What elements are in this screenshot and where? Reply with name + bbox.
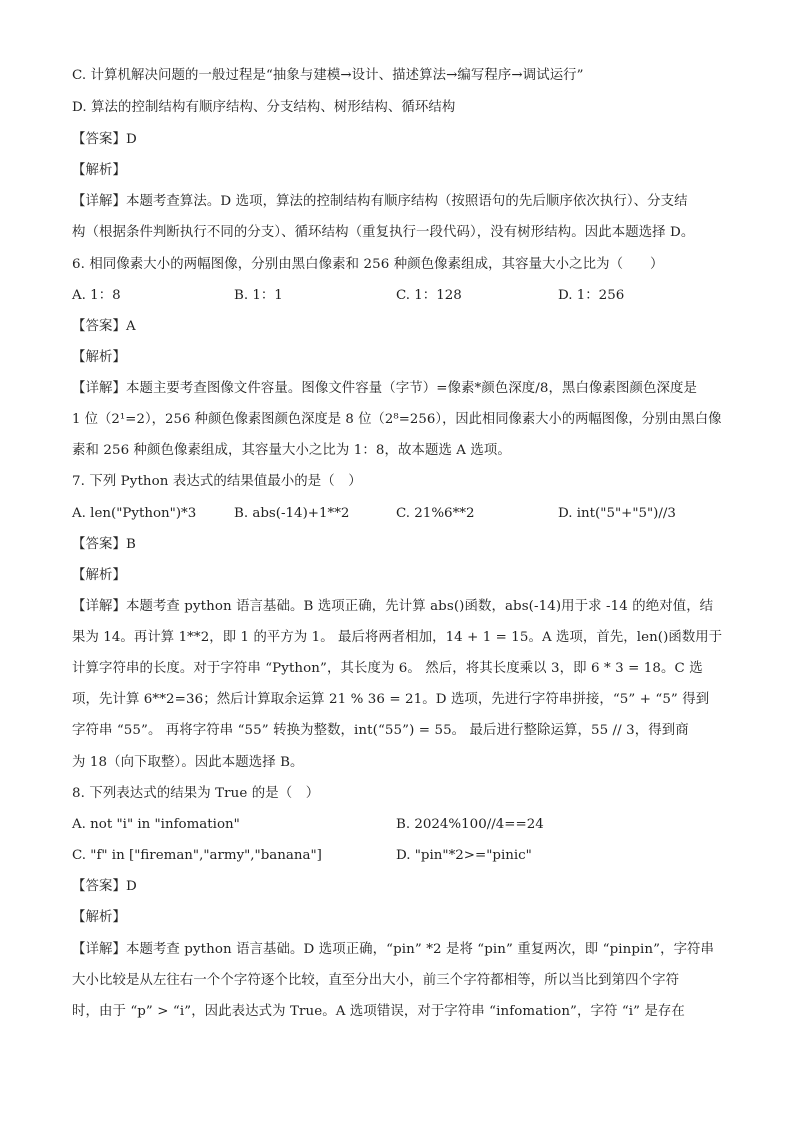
q6-detail-line-3: 素和 256 种颜色像素组成，其容量大小之比为 1：8，故本题选 A 选项。 [72,443,511,458]
q7-option-c: C. 21%6**2 [396,506,475,521]
q5-detail-line-1: 【详解】本题考查算法。D 选项，算法的控制结构有顺序结构（按照语句的先后顺序依次执行）、分支结 [72,194,688,209]
q7-stem: 7. 下列 Python 表达式的结果值最小的是（ ） [72,474,362,489]
q6-detail-line-2: 1 位（2¹=2），256 种颜色像素图颜色深度是 8 位（2⁸=256），因此相同像素大小的两幅图像，分别由黑白像 [72,412,722,427]
q7-option-d: D. int("5"+"5")//3 [558,506,676,521]
q8-detail-line-1: 【详解】本题考查 python 语言基础。D 选项正确，“pin” *2 是将 “pin” 重复两次，即 “pinpin”，字符串 [72,942,715,957]
q6-option-c: C. 1：128 [396,288,462,303]
q8-option-c: C. "f" in ["fireman","army","banana"] [72,848,322,863]
q8-stem: 8. 下列表达式的结果为 True 的是（ ） [72,786,320,801]
q6-option-a: A. 1：8 [72,288,121,303]
q5-analysis-label: 【解析】 [72,163,126,178]
q7-detail-line-6: 为 18（向下取整）。因此本题选择 B。 [72,755,304,770]
q8-analysis-label: 【解析】 [72,910,126,925]
q5-answer: 【答案】D [72,132,137,147]
q6-answer: 【答案】A [72,319,136,334]
q5-detail-line-2: 构（根据条件判断执行不同的分支）、循环结构（重复执行一段代码），没有树形结构。因此本题选择 D。 [72,225,695,240]
q7-detail-line-4: 项，先计算 6**2=36；然后计算取余运算 21 % 36 = 21。D 选项，先进行字符串拼接，“5” + “5” 得到 [72,692,710,707]
q6-stem: 6. 相同像素大小的两幅图像，分别由黑白像素和 256 种颜色像素组成，其容量大小之比为（ ） [72,257,664,272]
q5-option-d: D. 算法的控制结构有顺序结构、分支结构、树形结构、循环结构 [72,100,456,115]
q8-option-a: A. not "i" in "infomation" [72,817,240,832]
q7-option-b: B. abs(-14)+1**2 [234,506,350,521]
q7-detail-line-1: 【详解】本题考查 python 语言基础。B 选项正确，先计算 abs()函数，abs(-14)用于求 -14 的绝对值，结 [72,599,714,614]
q6-option-d: D. 1：256 [558,288,625,303]
q7-detail-line-3: 计算字符串的长度。对于字符串 “Python”，其长度为 6。 然后，将其长度乘以 3，即 6 * 3 = 18。C 选 [72,661,703,676]
q8-option-b: B. 2024%100//4==24 [396,817,544,832]
q5-option-c: C. 计算机解决问题的一般过程是“抽象与建模→设计、描述算法→编写程序→调试运行” [72,68,584,83]
q8-option-d: D. "pin"*2>="pinic" [396,848,532,863]
q7-analysis-label: 【解析】 [72,568,126,583]
q6-analysis-label: 【解析】 [72,350,126,365]
q7-option-a: A. len("Python")*3 [72,506,197,521]
q8-answer: 【答案】D [72,879,137,894]
q7-detail-line-2: 果为 14。再计算 1**2，即 1 的平方为 1。 最后将两者相加，14 + 1 = 15。A 选项，首先，len()函数用于 [72,630,723,645]
q6-detail-line-1: 【详解】本题主要考查图像文件容量。图像文件容量（字节）=像素*颜色深度/8，黑白像素图颜色深度是 [72,381,697,396]
q6-option-b: B. 1：1 [234,288,283,303]
q8-detail-line-2: 大小比较是从左往右一个个字符逐个比较，直至分出大小，前三个字符都相等，所以当比到第四个字符 [72,973,680,988]
q7-answer: 【答案】B [72,537,136,552]
q7-detail-line-5: 字符串 “55”。 再将字符串 “55” 转换为整数，int(“55”) = 55。 最后进行整除运算，55 // 3，得到商 [72,723,689,738]
q8-detail-line-3: 时，由于 “p” > “i”，因此表达式为 True。A 选项错误，对于字符串 “infomation”，字符 “i” 是存在 [72,1004,685,1019]
